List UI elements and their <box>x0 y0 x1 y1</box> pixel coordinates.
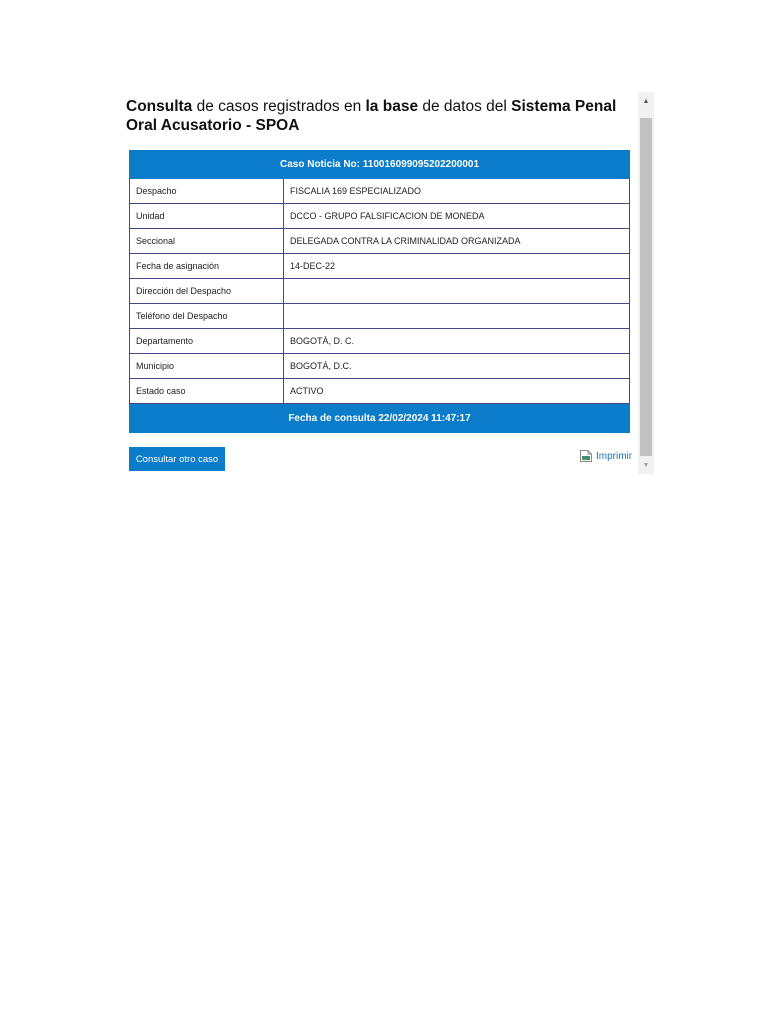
case-footer-row <box>130 404 630 433</box>
scroll-down-arrow-icon[interactable]: ▼ <box>642 462 650 469</box>
table-row <box>130 329 630 354</box>
row-label: Despacho <box>130 179 284 204</box>
row-label: Fecha de asignación <box>130 254 284 279</box>
row-value: DCCO - GRUPO FALSIFICACION DE MONEDA <box>284 204 630 229</box>
case-header-row <box>130 151 630 179</box>
row-label: Seccional <box>130 229 284 254</box>
row-value <box>284 279 630 304</box>
table-row <box>130 179 630 204</box>
spoa-content <box>118 92 636 474</box>
spoa-result-frame <box>118 92 654 474</box>
title-part: Consulta <box>126 98 193 115</box>
table-row <box>130 204 630 229</box>
table-row <box>130 379 630 404</box>
case-header: Caso Noticia No: 110016099095202200001 <box>130 151 630 179</box>
table-row <box>130 304 630 329</box>
title-part: de casos registrados en <box>192 98 366 115</box>
row-value: FISCALIA 169 ESPECIALIZADO <box>284 179 630 204</box>
consult-other-case-button[interactable]: Consultar otro caso <box>129 447 225 471</box>
table-row <box>130 279 630 304</box>
vertical-scrollbar[interactable] <box>638 92 654 474</box>
page-title <box>126 97 626 135</box>
print-label: Imprimir <box>596 450 633 462</box>
table-row <box>130 354 630 379</box>
row-label: Unidad <box>130 204 284 229</box>
table-row <box>130 254 630 279</box>
row-value: BOGOTÁ, D. C. <box>284 329 630 354</box>
table-row <box>130 229 630 254</box>
row-value <box>284 304 630 329</box>
row-label: Teléfono del Despacho <box>130 304 284 329</box>
scroll-thumb[interactable] <box>640 118 652 456</box>
row-value: ACTIVO <box>284 379 630 404</box>
title-part: de datos del <box>418 98 512 115</box>
scroll-up-arrow-icon[interactable]: ▲ <box>642 98 650 105</box>
row-value: 14-DEC-22 <box>284 254 630 279</box>
title-part: la base <box>365 98 419 115</box>
title-part: Sistema Penal Oral Acusatorio - SPOA <box>126 98 617 134</box>
broken-image-icon <box>579 449 593 463</box>
row-label: Estado caso <box>130 379 284 404</box>
row-value: DELEGADA CONTRA LA CRIMINALIDAD ORGANIZADA <box>284 229 630 254</box>
row-label: Departamento <box>130 329 284 354</box>
row-value: BOGOTÁ, D.C. <box>284 354 630 379</box>
consultation-date: Fecha de consulta 22/02/2024 11:47:17 <box>130 404 630 433</box>
row-label: Dirección del Despacho <box>130 279 284 304</box>
case-table <box>129 150 630 433</box>
print-link[interactable] <box>579 448 632 464</box>
row-label: Municipio <box>130 354 284 379</box>
